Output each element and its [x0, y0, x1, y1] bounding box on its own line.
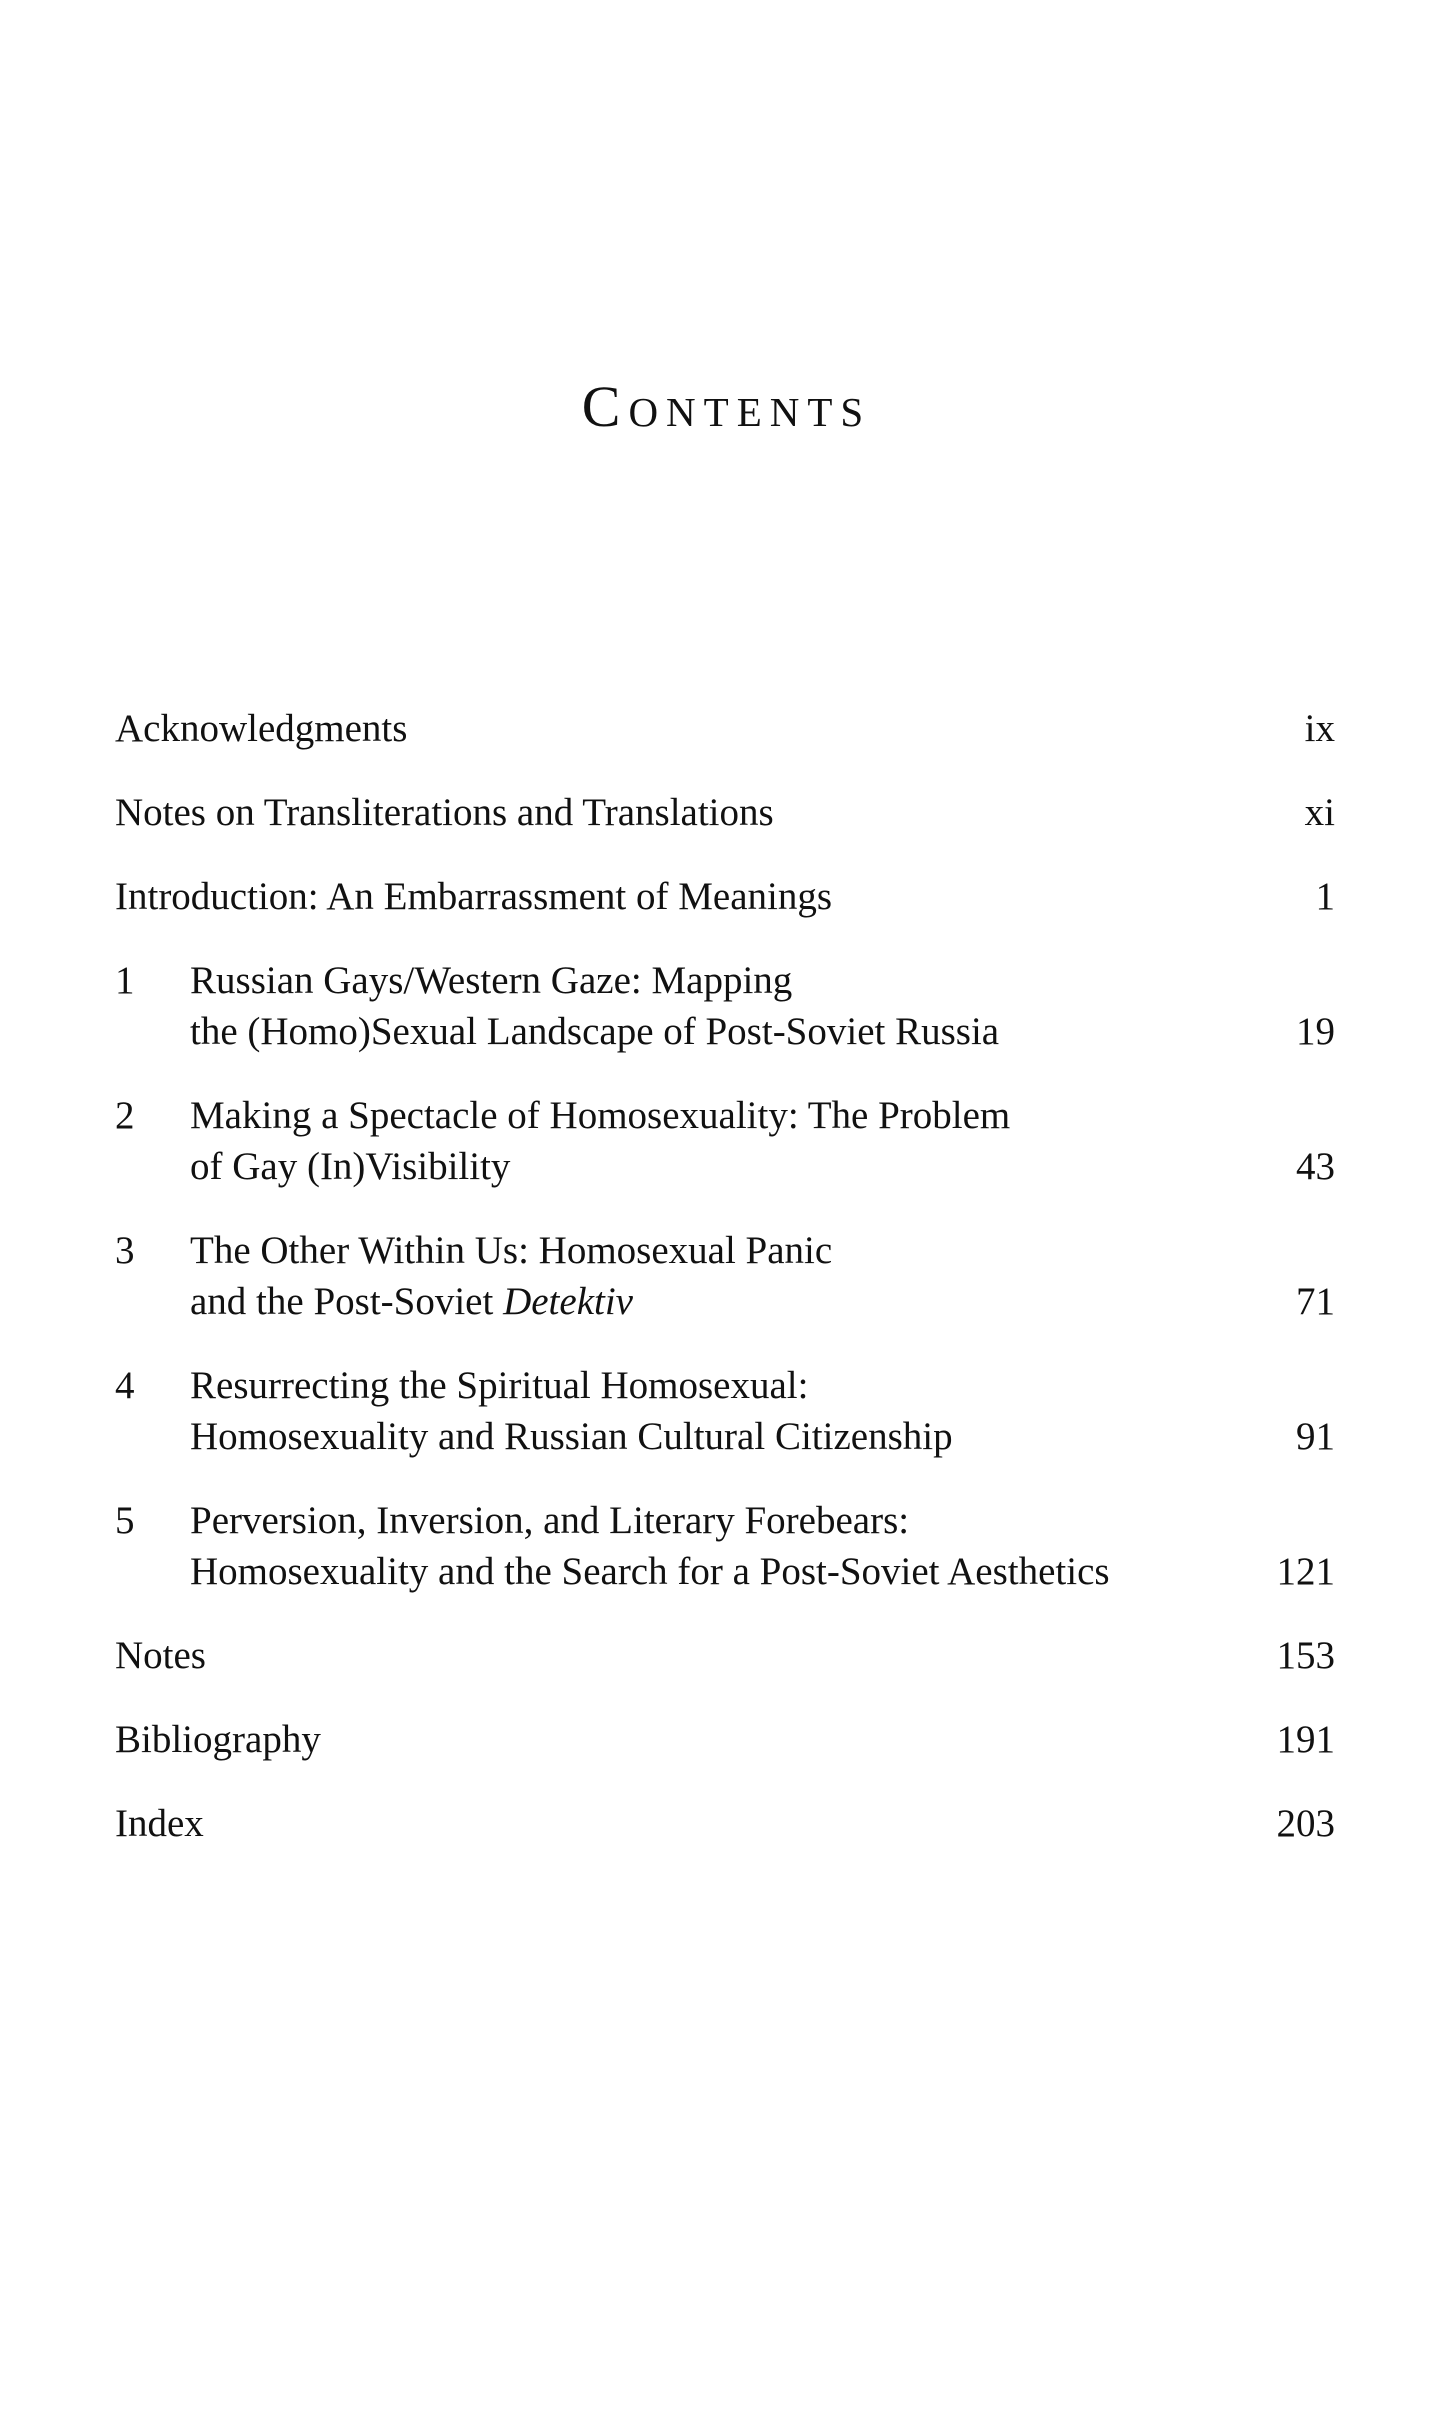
toc-entry-title-line: The Other Within Us: Homosexual Panic — [190, 1229, 833, 1272]
chapter-number: 2 — [115, 1094, 135, 1137]
toc-entry-notes[interactable] — [115, 1630, 1335, 1681]
toc-entry-bibliography[interactable] — [115, 1714, 1335, 1765]
chapter-number: 5 — [115, 1499, 135, 1542]
toc-entry-chapter-3[interactable] — [115, 1225, 1335, 1327]
toc-entry-introduction[interactable] — [115, 871, 1335, 922]
toc-entry-title-line: the (Homo)Sexual Landscape of Post-Soviet Russia — [190, 1010, 1000, 1053]
toc-page-number: 191 — [1276, 1718, 1335, 1761]
toc-entry-title: Notes — [115, 1634, 206, 1677]
toc-entry-title-line: Resurrecting the Spiritual Homosexual: — [190, 1364, 809, 1407]
chapter-number: 4 — [115, 1364, 135, 1407]
toc-entry-chapter-2[interactable] — [115, 1090, 1335, 1192]
toc-entry-title-text: and the Post-Soviet — [190, 1280, 504, 1323]
toc-entry-title-italic: Detektiv — [503, 1280, 633, 1323]
toc-entry-chapter-4[interactable] — [115, 1360, 1335, 1462]
toc-page-number: 153 — [1276, 1634, 1335, 1677]
toc-page-number: 43 — [1296, 1145, 1335, 1188]
toc-entry-title-line: Perversion, Inversion, and Literary Forebears: — [190, 1499, 910, 1542]
chapter-number: 3 — [115, 1229, 135, 1272]
toc-entry-title: Introduction: An Embarrassment of Meanings — [115, 875, 833, 918]
toc-page-number: 19 — [1296, 1010, 1335, 1053]
toc-entry-title: Acknowledgments — [115, 707, 408, 750]
toc-entry-title: Index — [115, 1802, 204, 1845]
toc-entry-title-line: Russian Gays/Western Gaze: Mapping — [190, 959, 793, 1002]
toc-entry-title-line: Homosexuality and Russian Cultural Citizenship — [190, 1415, 953, 1458]
toc-page-number: 203 — [1276, 1802, 1335, 1845]
toc-entry-chapter-5[interactable] — [115, 1495, 1335, 1597]
toc-entry-chapter-1[interactable] — [115, 955, 1335, 1057]
toc-page-number: 71 — [1296, 1280, 1335, 1323]
toc-page-number: ix — [1304, 707, 1335, 750]
toc-entry-title-line: Homosexuality and the Search for a Post-Soviet Aesthetics — [190, 1550, 1110, 1593]
toc-entry-title: Notes on Transliterations and Translations — [115, 791, 774, 834]
toc-page-number: 1 — [1315, 875, 1335, 918]
toc-page-number: 91 — [1296, 1415, 1335, 1458]
table-of-contents — [115, 703, 1335, 1849]
chapter-number: 1 — [115, 959, 135, 1002]
page-title: Contents — [581, 374, 872, 439]
toc-page-number: 121 — [1276, 1550, 1335, 1593]
toc-entry-acknowledgments[interactable] — [115, 703, 1335, 754]
toc-page-number: xi — [1304, 791, 1335, 834]
toc-entry-index[interactable] — [115, 1798, 1335, 1849]
toc-entry-title-line: Making a Spectacle of Homosexuality: The Problem — [190, 1094, 1011, 1137]
toc-entry-title: Bibliography — [115, 1718, 321, 1761]
toc-entry-title-line — [190, 1276, 832, 1327]
toc-entry-notes-on-transliterations[interactable] — [115, 787, 1335, 838]
toc-entry-title-line: of Gay (In)Visibility — [190, 1145, 511, 1188]
